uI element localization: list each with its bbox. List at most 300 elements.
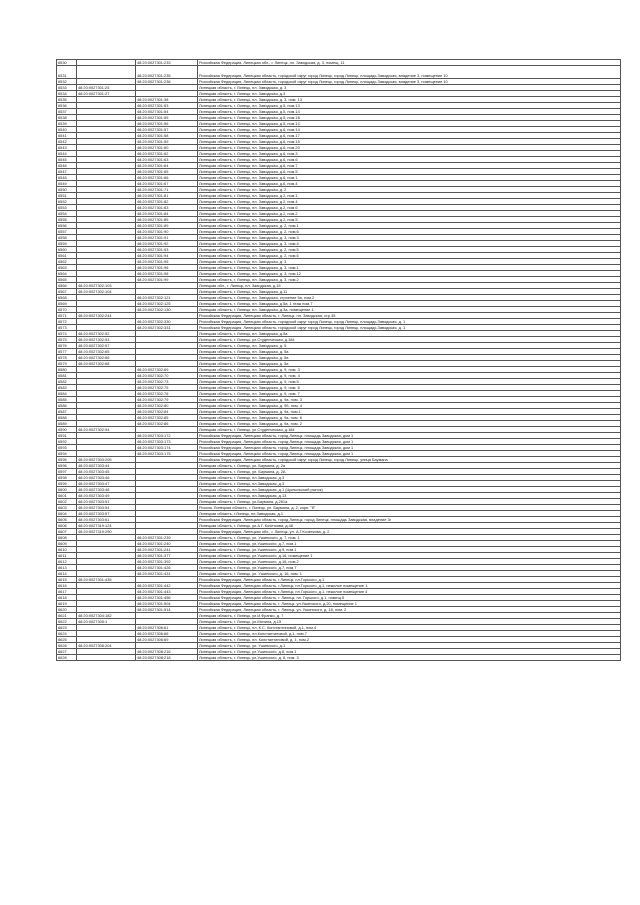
building-cadastral-cell: 48:20:0027301:82 [136,199,198,205]
row-number-cell: 6586 [57,403,77,409]
land-cadastral-cell: 48:20:0027303:44 [77,463,136,469]
row-number-cell: 6585 [57,397,77,403]
building-cadastral-cell: 48:20:0027301:94 [136,253,198,259]
building-cadastral-cell: 48:20:0027301:442 [136,583,198,589]
building-cadastral-cell: 48:20:0027301:90 [136,229,198,235]
building-cadastral-cell: 48:20:0027301:81 [136,193,198,199]
land-cadastral-cell: 48:20:0027302:68 [77,361,136,367]
address-cell: Липецкая область, г. Липецк, ул.Ушинского, д.16, пом.2 [198,559,621,565]
row-number-cell: 6575 [57,337,77,343]
address-cell: Липецкая область, г. Липецк, пл. Заводская, д.2, пом.6 [198,205,621,211]
address-cell: Российская Федерация, Липецкая область, городской округ город Липецк, город Липецк, площадь Заводская, владение 3, помещение 10 [198,66,621,79]
address-cell: Липецкая область, г. Липецк, ул. Баумана, д. 2А [198,469,621,475]
parcel-table-body [57,60,621,661]
row-number-cell: 6603 [57,505,77,511]
row-number-cell: 6531 [57,66,77,79]
row-number-cell: 6606 [57,523,77,529]
row-number-cell: 6598 [57,475,77,481]
building-cadastral-cell: 48:20:0027308:218 [136,655,198,661]
building-cadastral-cell: 48:20:0027301:443 [136,589,198,595]
address-cell: Российская Федерация, Липецкая область, городской округ город Липецк, город Липецк, площадь Заводская, д. 1 [198,319,621,325]
address-cell: Российская Федерация, Липецкая область, городской округ город Липецк, город Липецк, площадь Заводская, владение 3, помещение 10 [198,79,621,85]
row-number-cell: 6574 [57,331,77,337]
land-cadastral-cell [77,66,136,79]
address-cell: Липецкая область, г. Липецк, пл.Заводская, д.3 [198,475,621,481]
address-cell: Липецкая область, г. Липецк, пл. Заводская, д.6, пом.7 [198,163,621,169]
row-number-cell: 6594 [57,451,77,457]
land-cadastral-cell: 48:20:0027302:52 [77,331,136,337]
building-cadastral-cell: 48:20:0027306:69 [136,637,198,643]
row-number-cell: 6624 [57,631,77,637]
address-cell: Липецкая область, г. Липецк, пл. Заводская, д.5, пом.14 [198,109,621,115]
building-cadastral-cell: 48:20:0027302:76 [136,391,198,397]
address-cell: Российская Федерация, Липецкая область, городской округ город Липецк, город Липецк, площадь Заводская, д. 1 [198,325,621,331]
address-cell: Липецкая область, г. Липецк, пл. Заводская, д. 3, пом.1 [198,265,621,271]
row-number-cell: 6619 [57,601,77,607]
row-number-cell: 6540 [57,127,77,133]
row-number-cell: 6597 [57,469,77,475]
row-number-cell: 6582 [57,379,77,385]
building-cadastral-cell: 48:20:0027306:61 [136,625,198,631]
address-cell: Липецкая область, г. Липецк, пл. Заводская, д. 3, пом.3 [198,235,621,241]
address-cell: Липецкая область, г. Липецк, ул.Ушинского, д.9, пом.1 [198,547,621,553]
row-number-cell: 6625 [57,637,77,643]
row-number-cell: 6546 [57,163,77,169]
row-number-cell: 6621 [57,613,77,619]
building-cadastral-cell: 48:20:0027301:83 [136,205,198,211]
address-cell: Липецкая область, г. Липецк, пл. Заводская, д. 2, пом.1 [198,223,621,229]
address-cell: Липецкая область, г. Липецк, ул.Ушинского, д.7, пом.7 [198,565,621,571]
land-cadastral-cell: 48:20:0027303:54 [77,505,136,511]
address-cell: Липецкая область, г. Липецк, пл. Заводская, д.6, пом.3 [198,151,621,157]
address-cell: Липецкая область, г. Липецк, пл. Заводская, д. 2, пом.6 [198,229,621,235]
address-cell: Липецкая область, г. Липецк, ул.Студенческая, д.184 [198,427,621,433]
address-cell: Липецкая область, г. Липецк, пл.Константиновой, д.1, пом.7 [198,631,621,637]
row-number-cell: 6589 [57,421,77,427]
building-cadastral-cell: 48:20:0027301:377 [136,553,198,559]
row-number-cell: 6612 [57,559,77,565]
row-number-cell: 6608 [57,535,77,541]
address-cell: Липецкая область, г. Липецк, ул.Ушинского, д. 8, пом. 3 [198,655,621,661]
building-cadastral-cell: 48:20:0027301:57 [136,127,198,133]
building-cadastral-cell: 48:20:0027301:62 [136,151,198,157]
row-number-cell: 6534 [57,91,77,97]
building-cadastral-cell: 48:20:0027301:233 [136,60,198,66]
address-cell: Липецкая область, г. Липецк, пл. Заводская, д. 9а, пом.1 [198,409,621,415]
building-cadastral-cell: 48:20:0027301:89 [136,223,198,229]
row-number-cell: 6570 [57,307,77,313]
building-cadastral-cell: 48:20:0027301:64 [136,163,198,169]
row-number-cell: 6583 [57,385,77,391]
building-cadastral-cell: 48:20:0027308:216 [136,649,198,655]
building-cadastral-cell: 48:20:0027303:173 [136,439,198,445]
row-number-cell: 6605 [57,517,77,523]
land-cadastral-cell: 48:20:0027303:49 [77,493,136,499]
address-cell: Липецкая область, г. Липецк, ул. Ушинского, д.1 [198,643,621,649]
row-number-cell: 6566 [57,283,77,289]
row-number-cell: 6578 [57,355,77,361]
address-cell: Липецкая область, г. Липецк, пл. Заводская, д. 9, пом.5 [198,379,621,385]
address-cell: Липецкая область, г. Липецк, пл. Заводская, д.6, пом.1 [198,175,621,181]
land-cadastral-cell: 48:20:0027308:204 [77,643,136,649]
row-number-cell: 6573 [57,325,77,331]
row-number-cell: 6548 [57,175,77,181]
building-cadastral-cell: 48:20:0027301:54 [136,109,198,115]
land-cadastral-cell: 48:20:0027301:25 [77,85,136,91]
row-number-cell: 6530 [57,60,77,66]
building-cadastral-cell: 48:20:0027301:95 [136,259,198,265]
building-cadastral-cell: 48:20:0027302:69 [136,367,198,373]
building-cadastral-cell: 48:20:0027302:79 [136,397,198,403]
row-number-cell: 6555 [57,217,77,223]
address-cell: Липецкая область, г. Липецк, пл. Заводская, д. 3 [198,85,621,91]
row-number-cell: 6623 [57,625,77,631]
building-cadastral-cell: 48:20:0027301:431 [136,571,198,577]
row-number-cell: 6616 [57,583,77,589]
row-number-cell: 6561 [57,253,77,259]
building-cadastral-cell: 48:20:0027302:86 [136,421,198,427]
row-number-cell: 6577 [57,349,77,355]
building-cadastral-cell: 48:20:0027301:56 [136,121,198,127]
row-number-cell: 6554 [57,211,77,217]
row-number-cell: 6610 [57,547,77,553]
address-cell: Российская Федерация, Липецкая область, город Липецк, площадь Заводская, дом 1 [198,439,621,445]
address-cell: Липецкая область, г. Липецк, ул.И.Франко, д. 7 [198,613,621,619]
building-cadastral-cell: 48:20:0027303:174 [136,445,198,451]
address-cell: Липецкая область, г. Липецк, пл. Заводская, д.2, пом.5 [198,217,621,223]
address-cell: Российская Федерация, Липецкая область, город Липецк, площадь Заводская, дом 1 [198,451,621,457]
building-cadastral-cell: 48:20:0027301:96 [136,265,198,271]
land-cadastral-cell: 48:20:0027302:94 [77,427,136,433]
address-cell: Липецкая обл., г. Липецк, пл. Заводская, д.15 [198,283,621,289]
land-cadastral-cell: 48:20:0027303:45 [77,469,136,475]
address-cell: Россия, Липецкая область, г. Липецк, ул. Баумана, д. 2, корп. "б" [198,505,621,511]
row-number-cell: 6581 [57,373,77,379]
address-cell: Липецкая область, г. Липецк, пл. Заводская, д. 3, пом.12 [198,271,621,277]
address-cell: Российская Федерация, Липецкая область, г. Липецк, ул.Ушинского, д.20, помещение 1 [198,601,621,607]
land-cadastral-cell: 48:20:0027303:47 [77,481,136,487]
building-cadastral-cell: 48:20:0027301:392 [136,559,198,565]
address-cell: Липецкая область, г. Липецк, пл. Константиновой, д. 1, пом.2 [198,637,621,643]
row-number-cell: 6565 [57,277,77,283]
address-cell: Российская Федерация, Липецкая область, г.Липецк, пл.Горького, д.1, нежилое помещение 4 [198,589,621,595]
row-number-cell: 6571 [57,313,77,319]
address-cell: Липецкая область, г. Липецк, ул.Ушинского, д.16, помещение 1 [198,553,621,559]
land-cadastral-cell: 48:20:0027319:290 [77,529,136,535]
row-number-cell: 6539 [57,121,77,127]
address-cell: Липецкая область, г. Липецк, пл. Заводская, д.6, пом.4 [198,181,621,187]
row-number-cell: 6601 [57,493,77,499]
row-number-cell: 6622 [57,619,77,625]
building-cadastral-cell: 48:20:0027301:92 [136,241,198,247]
row-number-cell: 6620 [57,607,77,613]
building-cadastral-cell: 48:20:0027301:84 [136,211,198,217]
address-cell: Липецкая область, г. Липецк, пл. Заводская, д.6, пом.20 [198,145,621,151]
address-cell: Липецкая область, г. Липецк, пл. Заводская, д.5, пом.1Б [198,115,621,121]
address-cell: Липецкая область, г. Липецк, пл. Заводская, д. 3, пом.4 [198,241,621,247]
row-number-cell: 6602 [57,499,77,505]
row-number-cell: 6626 [57,643,77,649]
address-cell: Липецкая область, г. Липецк, пл. Заводская, д. 5 [198,343,621,349]
row-number-cell: 6579 [57,361,77,367]
address-cell: Липецкая область, г. Липецк, ул.Ушинского, д.7, пом.1 [198,541,621,547]
row-number-cell: 6550 [57,187,77,193]
building-cadastral-cell: 48:20:0027301:58 [136,133,198,139]
address-cell: Липецкая область, г. Липецк, пл. Заводская, д. 2 [198,187,621,193]
row-number-cell: 6576 [57,343,77,349]
row-number-cell: 6559 [57,241,77,247]
row-number-cell: 6560 [57,247,77,253]
land-cadastral-cell: 48:20:0027302:104 [77,289,136,295]
row-number-cell: 6556 [57,223,77,229]
row-number-cell: 6611 [57,553,77,559]
address-cell: Липецкая область, г. Липецк, пл.Заводская, д.1 (Цыпыльский рынок) [198,487,621,493]
address-cell: Российская Федерация, Липецкая область, город Липецк, площадь Заводская, дом 1 [198,433,621,439]
building-cadastral-cell: 48:20:0027302:75 [136,385,198,391]
building-cadastral-cell: 48:20:0027301:67 [136,181,198,187]
row-number-cell: 6604 [57,511,77,517]
building-cadastral-cell: 48:20:0027301:66 [136,175,198,181]
row-number-cell: 6592 [57,439,77,445]
row-number-cell: 6558 [57,235,77,241]
building-cadastral-cell: 48:20:0027301:91 [136,235,198,241]
row-number-cell: 6599 [57,481,77,487]
land-cadastral-cell: 48:20:0027303:46 [77,475,136,481]
address-cell: Липецкая область, г. Липецк, пл. Заводская, д.2, пом.4 [198,199,621,205]
building-cadastral-cell: 48:20:0027303:175 [136,451,198,457]
row-number-cell: 6538 [57,115,77,121]
row-number-cell: 6568 [57,295,77,301]
building-cadastral-cell: 48:20:0027302:331 [136,325,198,331]
address-cell: Российская Федерация, Липецкая область, городской округ город Липецк, город Липецк, улица Баумана [198,457,621,463]
address-cell: Липецкая область, г. Липецк, пл. Заводская, д.6, пом.15 [198,139,621,145]
land-cadastral-cell [77,655,136,661]
land-cadastral-cell: 48:20:0027302:244 [77,313,136,319]
row-number-cell: 6593 [57,445,77,451]
address-cell: Липецкая область, г. Липецк, ул.Ушинского, д.8, пом.1 [198,649,621,655]
building-cadastral-cell: 48:20:0027301:53 [136,103,198,109]
building-cadastral-cell: 48:20:0027302:121 [136,295,198,301]
address-cell: Липецкая область, г. Липецк, пл. Заводская, д. 3, пом. 13 [198,97,621,103]
land-cadastral-cell: 48:20:0027302:66 [77,355,136,361]
row-number-cell: 6537 [57,109,77,115]
building-cadastral-cell: 48:20:0027301:59 [136,139,198,145]
land-cadastral-cell: 48:20:0027303:205 [77,457,136,463]
address-cell: Российская Федерация, Липецкая область, г. Липецк, пл. Горького, д.1, помещ.5 [198,595,621,601]
building-cadastral-cell: 48:20:0027301:71 [136,187,198,193]
land-cadastral-cell: 48:20:0027305:1 [77,619,136,625]
address-cell: Липецкая область, г. Липецк, пл. Заводская, д. 5а [198,355,621,361]
row-number-cell: 6600 [57,487,77,493]
building-cadastral-cell: 48:20:0027302:130 [136,307,198,313]
address-cell: Российская Федерация, Липецкая область, город Липецк, площадь Заводская, дом 1 [198,445,621,451]
address-cell: Липецкая область, г. Липецк, ул.Баумана, д.261а [198,499,621,505]
building-cadastral-cell: 48:20:0027301:65 [136,169,198,175]
address-cell: Липецкая область, г. Липецк, пл. Заводская, строение 5а, пом.2 [198,295,621,301]
row-number-cell: 6569 [57,301,77,307]
land-cadastral-cell: 48:20:0027319:124 [77,523,136,529]
row-number-cell: 6584 [57,391,77,397]
building-cadastral-cell: 48:20:0027301:99 [136,277,198,283]
row-number-cell: 6542 [57,139,77,145]
row-number-cell: 6628 [57,655,77,661]
row-number-cell: 6562 [57,259,77,265]
row-number-cell: 6627 [57,649,77,655]
row-number-cell: 6595 [57,457,77,463]
building-cadastral-cell: 48:20:0027301:38 [136,97,198,103]
building-cadastral-cell: 48:20:0027302:80 [136,403,198,409]
land-cadastral-cell: 48:20:0027304:182 [77,613,136,619]
land-cadastral-cell: 48:20:0027303:48 [77,487,136,493]
row-number-cell: 6580 [57,367,77,373]
address-cell: Липецкая область, г. Липецк, пл. Заводская, д.5а, 1 этаж пом.7 [198,301,621,307]
row-number-cell: 6535 [57,97,77,103]
land-cadastral-cell: 48:20:0027301:435 [77,577,136,583]
building-cadastral-cell: 48:20:0027301:63 [136,157,198,163]
address-cell: Липецкая область, г. Липецк, пл. Заводская, д.6, пом.17 [198,133,621,139]
land-cadastral-cell: 48:20:0027301:27 [77,91,136,97]
building-cadastral-cell: 48:20:0027301:239 [136,535,198,541]
building-cadastral-cell: 48:20:0027301:93 [136,247,198,253]
building-cadastral-cell: 48:20:0027301:235 [136,66,198,79]
address-cell: Липецкая область, г. Липецк, ул. Ушинского, д. 7, пом. 1 [198,535,621,541]
row-number-cell: 6536 [57,103,77,109]
row-number-cell: 6541 [57,133,77,139]
address-cell: Липецкая область, г. Липецк, пл. Заводская, д.5, пом.1С [198,121,621,127]
land-cadastral-cell: 48:20:0027302:103 [77,283,136,289]
building-cadastral-cell: 48:20:0027301:426 [136,565,198,571]
land-cadastral-cell: 48:20:0027303:57 [77,511,136,517]
row-number-cell: 6543 [57,145,77,151]
row-number-cell: 6607 [57,529,77,535]
address-cell: Липецкая область, г. Липецк, ул. Ушинского, д. 16, пом. 1 [198,571,621,577]
address-cell: Липецкая область, г. Липецк, пл. Заводская, д.6, пом.5 [198,169,621,175]
address-cell: Липецкая область, г. Липецк, пл. Заводская, д. 9, пом. 6 [198,385,621,391]
address-cell: Липецкая область, г. Липецк, пл. Заводская, д. 3 [198,259,621,265]
address-cell: Липецкая область, г.Липецк, пл.Заводская, д.1 [198,511,621,517]
row-number-cell: 6614 [57,571,77,577]
address-cell: Липецкая область, г. Липецк, пл. Заводская, д. 2, пом.6 [198,253,621,259]
building-cadastral-cell: 48:20:0027302:73 [136,379,198,385]
address-cell: Российская Федерация, Липецкая область, город Липецк, город Липецк, площадь Заводская, владение 3г [198,517,621,523]
row-number-cell: 6564 [57,271,77,277]
row-number-cell: 6551 [57,193,77,199]
building-cadastral-cell: 48:20:0027301:55 [136,115,198,121]
row-number-cell: 6567 [57,289,77,295]
row-number-cell: 6552 [57,199,77,205]
building-cadastral-cell: 48:20:0027302:85 [136,415,198,421]
address-cell: Липецкая область, г. Липецк, пл. Заводская, д.5, пом.13 [198,103,621,109]
address-cell: Липецкая область, г. Липецк, пл. Заводская, д.2, пом.1 [198,193,621,199]
building-cadastral-cell: 48:20:0027302:84 [136,409,198,415]
address-cell: Липецкая область, г. Липецк, пл. Заводская, д.6, пом.6 [198,157,621,163]
address-cell: Липецкая область, г. Липецк, пл. Заводская, д. 2, пом.5 [198,247,621,253]
address-cell: Липецкая область, г. Липецк, пл. Заводская, д. 9а, пом. 3 [198,397,621,403]
address-cell: Липецкая область, г. Липецк, пл. К.С. Константиновой, д.1, пом.4 [198,625,621,631]
row-number-cell: 6615 [57,577,77,583]
address-cell: Российская Федерация, Липецкая обл., г. Липецк, пл. Заводская, д. 3, помещ. 11 [198,60,621,66]
address-cell: Липецкая область, г. Липецк, пл. Заводская, д.3а, помещение 1 [198,307,621,313]
address-cell: Липецкая область, г. Липецк, пл. Заводская, д.11 [198,289,621,295]
land-cadastral-cell: 48:20:0027303:61 [77,517,136,523]
address-cell: Липецкая область, г. Липецк, пл. Заводская, д.5а [198,331,621,337]
address-cell: Липецкая область, г. Липецк, ул.Студенческая, д.184 [198,337,621,343]
table-row [57,655,621,661]
land-cadastral-cell: 48:20:0027302:57 [77,343,136,349]
address-cell: Липецкая область, г. Липецк, пл.Заводская, д.3 [198,481,621,487]
row-number-cell: 6617 [57,589,77,595]
address-cell: Российская Федерация, Липецкая обл., г. Липецк, ул. А.Г.Кочеткова, д. 2 [198,529,621,535]
table-row [57,66,621,79]
building-cadastral-cell: 48:20:0027306:66 [136,631,198,637]
address-cell: Российская Федерация, Липецкая область, г.Липецк, пл.Горького, д.1 [198,577,621,583]
row-number-cell: 6553 [57,205,77,211]
land-cadastral-cell: 48:20:0027302:53 [77,337,136,343]
building-cadastral-cell: 48:20:0027301:504 [136,601,198,607]
building-cadastral-cell: 48:20:0027301:236 [136,79,198,85]
building-cadastral-cell: 48:20:0027303:172 [136,433,198,439]
row-number-cell: 6549 [57,181,77,187]
address-cell: Российская Федерация, Липецкая область, г. Липецк, ул. Ушинского, д. 18, пом. 2 [198,607,621,613]
building-cadastral-cell: 48:20:0027301:456 [136,595,198,601]
address-cell: Липецкая область, г. Липецк, ул. Баумана, д. 2а [198,463,621,469]
land-cadastral-cell: 48:20:0027303:51 [77,499,136,505]
row-number-cell: 6533 [57,85,77,91]
building-cadastral-cell: 48:20:0027302:125 [136,301,198,307]
building-cadastral-cell: 48:20:0027301:60 [136,145,198,151]
row-number-cell: 6596 [57,463,77,469]
address-cell: Липецкая область, г. Липецк, пл. Заводская, д.6, пом.14 [198,127,621,133]
address-cell: Липецкая область, г. Липецк, пл. Заводская, д. 5а [198,349,621,355]
building-cadastral-cell: 48:20:0027302:70 [136,373,198,379]
row-number-cell: 6588 [57,415,77,421]
building-cadastral-cell: 48:20:0027301:98 [136,271,198,277]
address-cell: Липецкая область, г. Липецк, пл. Заводская, д. 5а [198,361,621,367]
address-cell: Липецкая область, г. Липецк, пл. Заводская, д.2, пом.2 [198,211,621,217]
address-cell: Липецкая область, г. Липецк, ул.Мичина, д.15 [198,619,621,625]
row-number-cell: 6618 [57,595,77,601]
row-number-cell: 6590 [57,427,77,433]
address-cell: Липецкая область, г. Липецк, пл. Заводская, д. 9а, пом. 2 [198,421,621,427]
address-cell: Российская Федерация, Липецкая область, г.Липецк, пл.Горького, д.1, нежилое помещение 1 [198,583,621,589]
address-cell: Липецкая область, г. Липецк, пл. Заводская, д. 9а, пом. 6 [198,415,621,421]
address-cell: Липецкая область, г. Липецк, пл. Заводская, д.3 [198,91,621,97]
address-cell: Липецкая область, г. Липецк, пл.Заводская, д.13 [198,493,621,499]
address-cell: Липецкая область, г. Липецк, пл. Заводская, д. 9, пом. 4 [198,373,621,379]
row-number-cell: 6557 [57,229,77,235]
row-number-cell: 6591 [57,433,77,439]
row-number-cell: 6545 [57,157,77,163]
address-cell: Липецкая область, г. Липецк, пл. Заводская, д. 3, пом.2 [198,277,621,283]
address-cell: Липецкая область, г. Липецк, пл. Заводская, д. 9, пом. 7 [198,391,621,397]
building-cadastral-cell: 48:20:0027301:514 [136,607,198,613]
building-cadastral-cell: 48:20:0027302:330 [136,319,198,325]
row-number-cell: 6532 [57,79,77,85]
row-number-cell: 6544 [57,151,77,157]
building-cadastral-cell: 48:20:0027301:240 [136,541,198,547]
address-cell: Липецкая область, г. Липецк, пл. Заводская, д. 9б, пом. 4 [198,403,621,409]
row-number-cell: 6563 [57,265,77,271]
address-cell: Липецкая область, г. Липецк, ул.А.Г. Кочеткова, д.48 [198,523,621,529]
row-number-cell: 6587 [57,409,77,415]
row-number-cell: 6547 [57,169,77,175]
building-cadastral-cell: 48:20:0027301:85 [136,217,198,223]
row-number-cell: 6613 [57,565,77,571]
building-cadastral-cell: 48:20:0027301:241 [136,547,198,553]
address-cell: Российская Федерация, Липецкая область, г. Липецк, пл. Заводская, стр.35 [198,313,621,319]
row-number-cell: 6572 [57,319,77,325]
row-number-cell: 6609 [57,541,77,547]
